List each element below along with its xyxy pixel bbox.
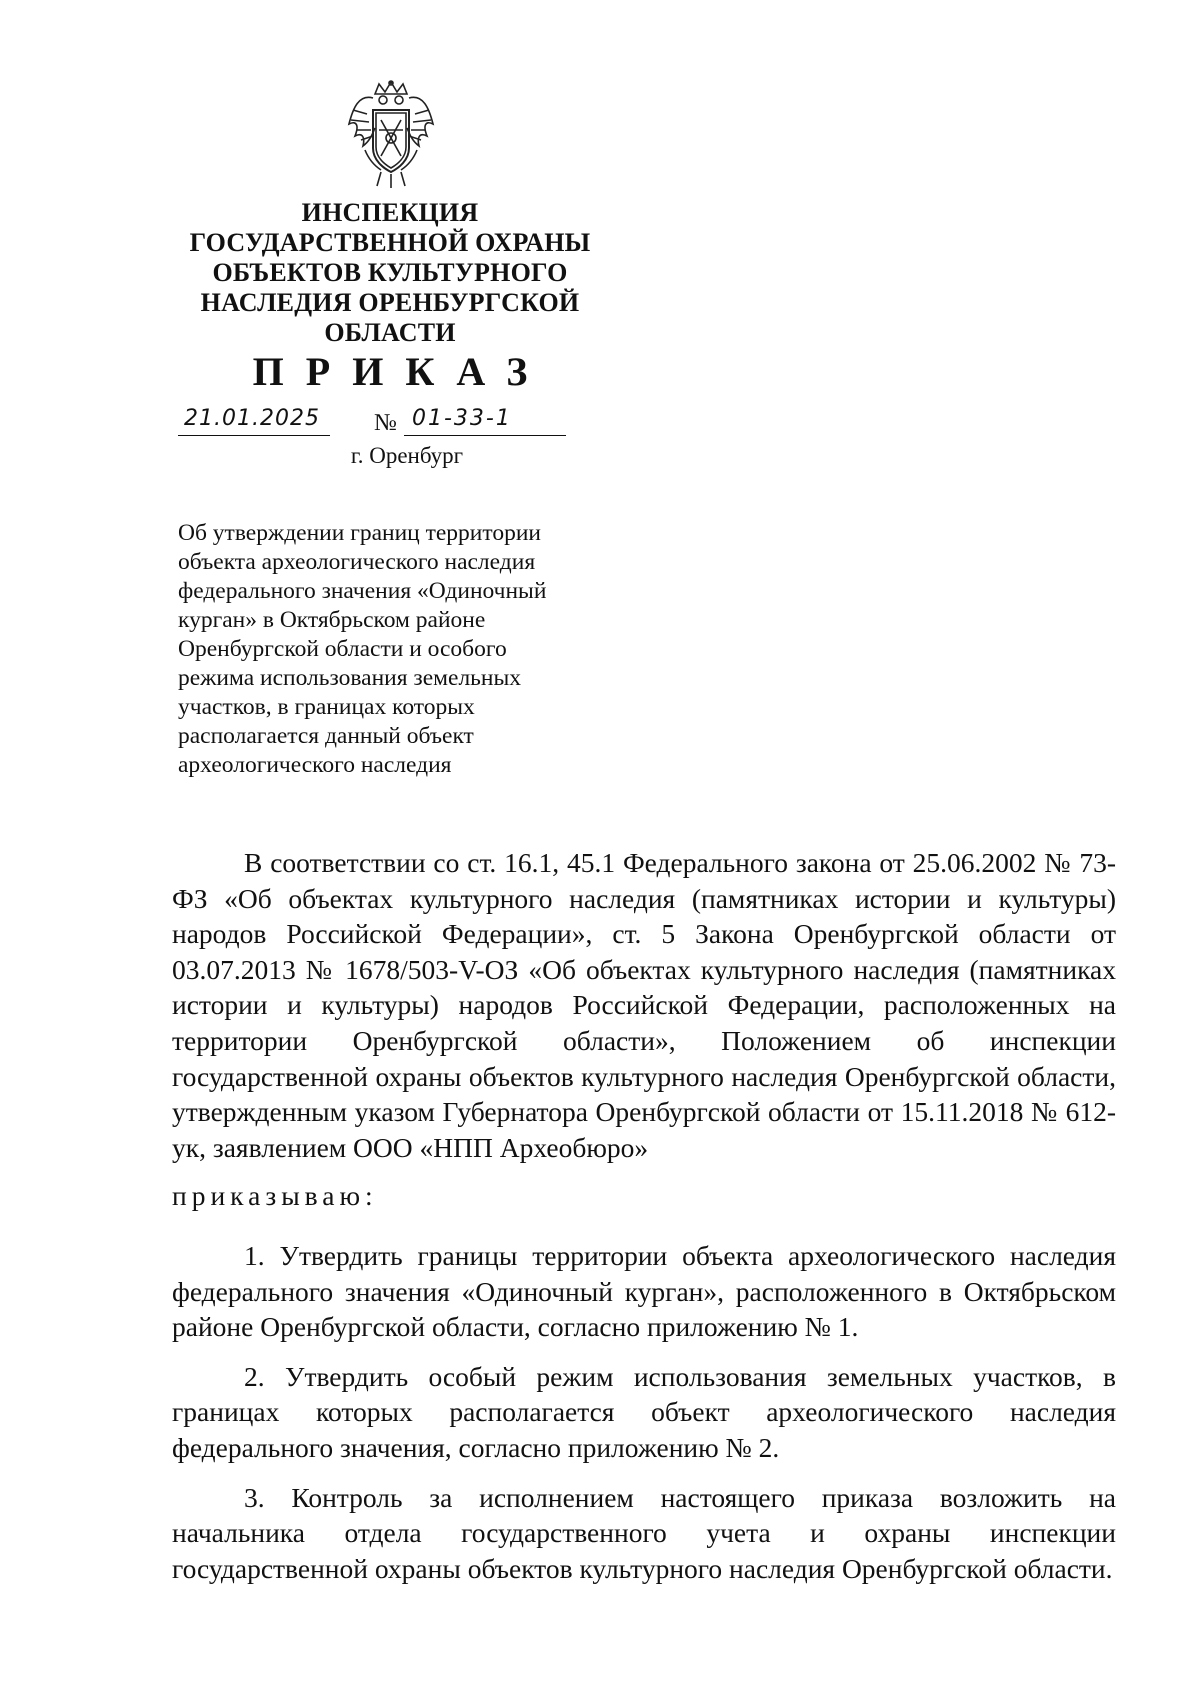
- org-line-3: ОБЪЕКТОВ КУЛЬТУРНОГО: [212, 258, 568, 287]
- subject-line: участков, в границах которых: [178, 694, 475, 720]
- org-line-2: ГОСУДАРСТВЕННОЙ ОХРАНЫ: [189, 228, 591, 257]
- number-label: №: [374, 410, 397, 436]
- subject-line: федерального значения «Одиночный: [178, 578, 547, 604]
- org-line-4: НАСЛЕДИЯ ОРЕНБУРГСКОЙ: [200, 288, 580, 317]
- subject-line: объекта археологического наследия: [178, 549, 536, 575]
- subject-line: Об утверждении границ территории: [178, 520, 541, 546]
- preamble-paragraph: В соответствии со ст. 16.1, 45.1 Федерального закона от 25.06.2002 № 73-ФЗ «Об объектах культурного наследия (памятниках истории и культуры) народов Российской Федерации», ст. 5 Закона Оренбургской области от 03.07.2013 № 1678/503-V-ОЗ «Об объектах культурного наследия (памятниках истории и культуры) народов Российской Федерации, расположенных на территории Оренбургской области», Положением об инспекции государственной охраны объектов культурного наследия Оренбургской области, утвержденным указом Губернатора Оренбургской области от 15.11.2018 № 612-ук, заявлением ООО «НПП Археобюро»: [172, 847, 1116, 1163]
- document-body: [172, 845, 1116, 1165]
- document-title: ПРИКАЗ: [252, 349, 550, 394]
- subject-line: археологического наследия: [178, 752, 452, 778]
- org-line-1: ИНСПЕКЦИЯ: [301, 198, 479, 227]
- document-subject: [178, 519, 578, 780]
- date-number-line: [178, 406, 598, 440]
- subject-line: Оренбургской области и особого: [178, 636, 507, 662]
- decree-word: приказываю:: [172, 1180, 378, 1211]
- subject-line: курган» в Октябрьском районе: [178, 607, 486, 633]
- order-item-1: 1. Утвердить границы территории объекта археологического наследия федерального значения «Одиночный курган», расположенного в Октябрьском районе Оренбургской области, согласно приложению № 1.: [172, 1240, 1116, 1343]
- subject-line: режима использования земельных: [178, 665, 521, 691]
- document-number: 01-33-1: [404, 406, 566, 436]
- coat-of-arms-icon: [345, 80, 437, 192]
- subject-line: располагается данный объект: [178, 723, 474, 749]
- order-items: [172, 1238, 1116, 1600]
- document-date: 21.01.2025: [178, 406, 330, 436]
- order-item-2: 2. Утвердить особый режим использования земельных участков, в границах которых располагается объект археологического наследия федерального значения, согласно приложению № 2.: [172, 1360, 1116, 1463]
- city: г. Оренбург: [350, 443, 464, 468]
- organization-name: [170, 198, 610, 348]
- org-line-5: ОБЛАСТИ: [324, 318, 456, 347]
- order-item-3: 3. Контроль за исполнением настоящего приказа возложить на начальника отдела государственного учета и охраны инспекции государственной охраны объектов культурного наследия Оренбургской области.: [172, 1481, 1116, 1584]
